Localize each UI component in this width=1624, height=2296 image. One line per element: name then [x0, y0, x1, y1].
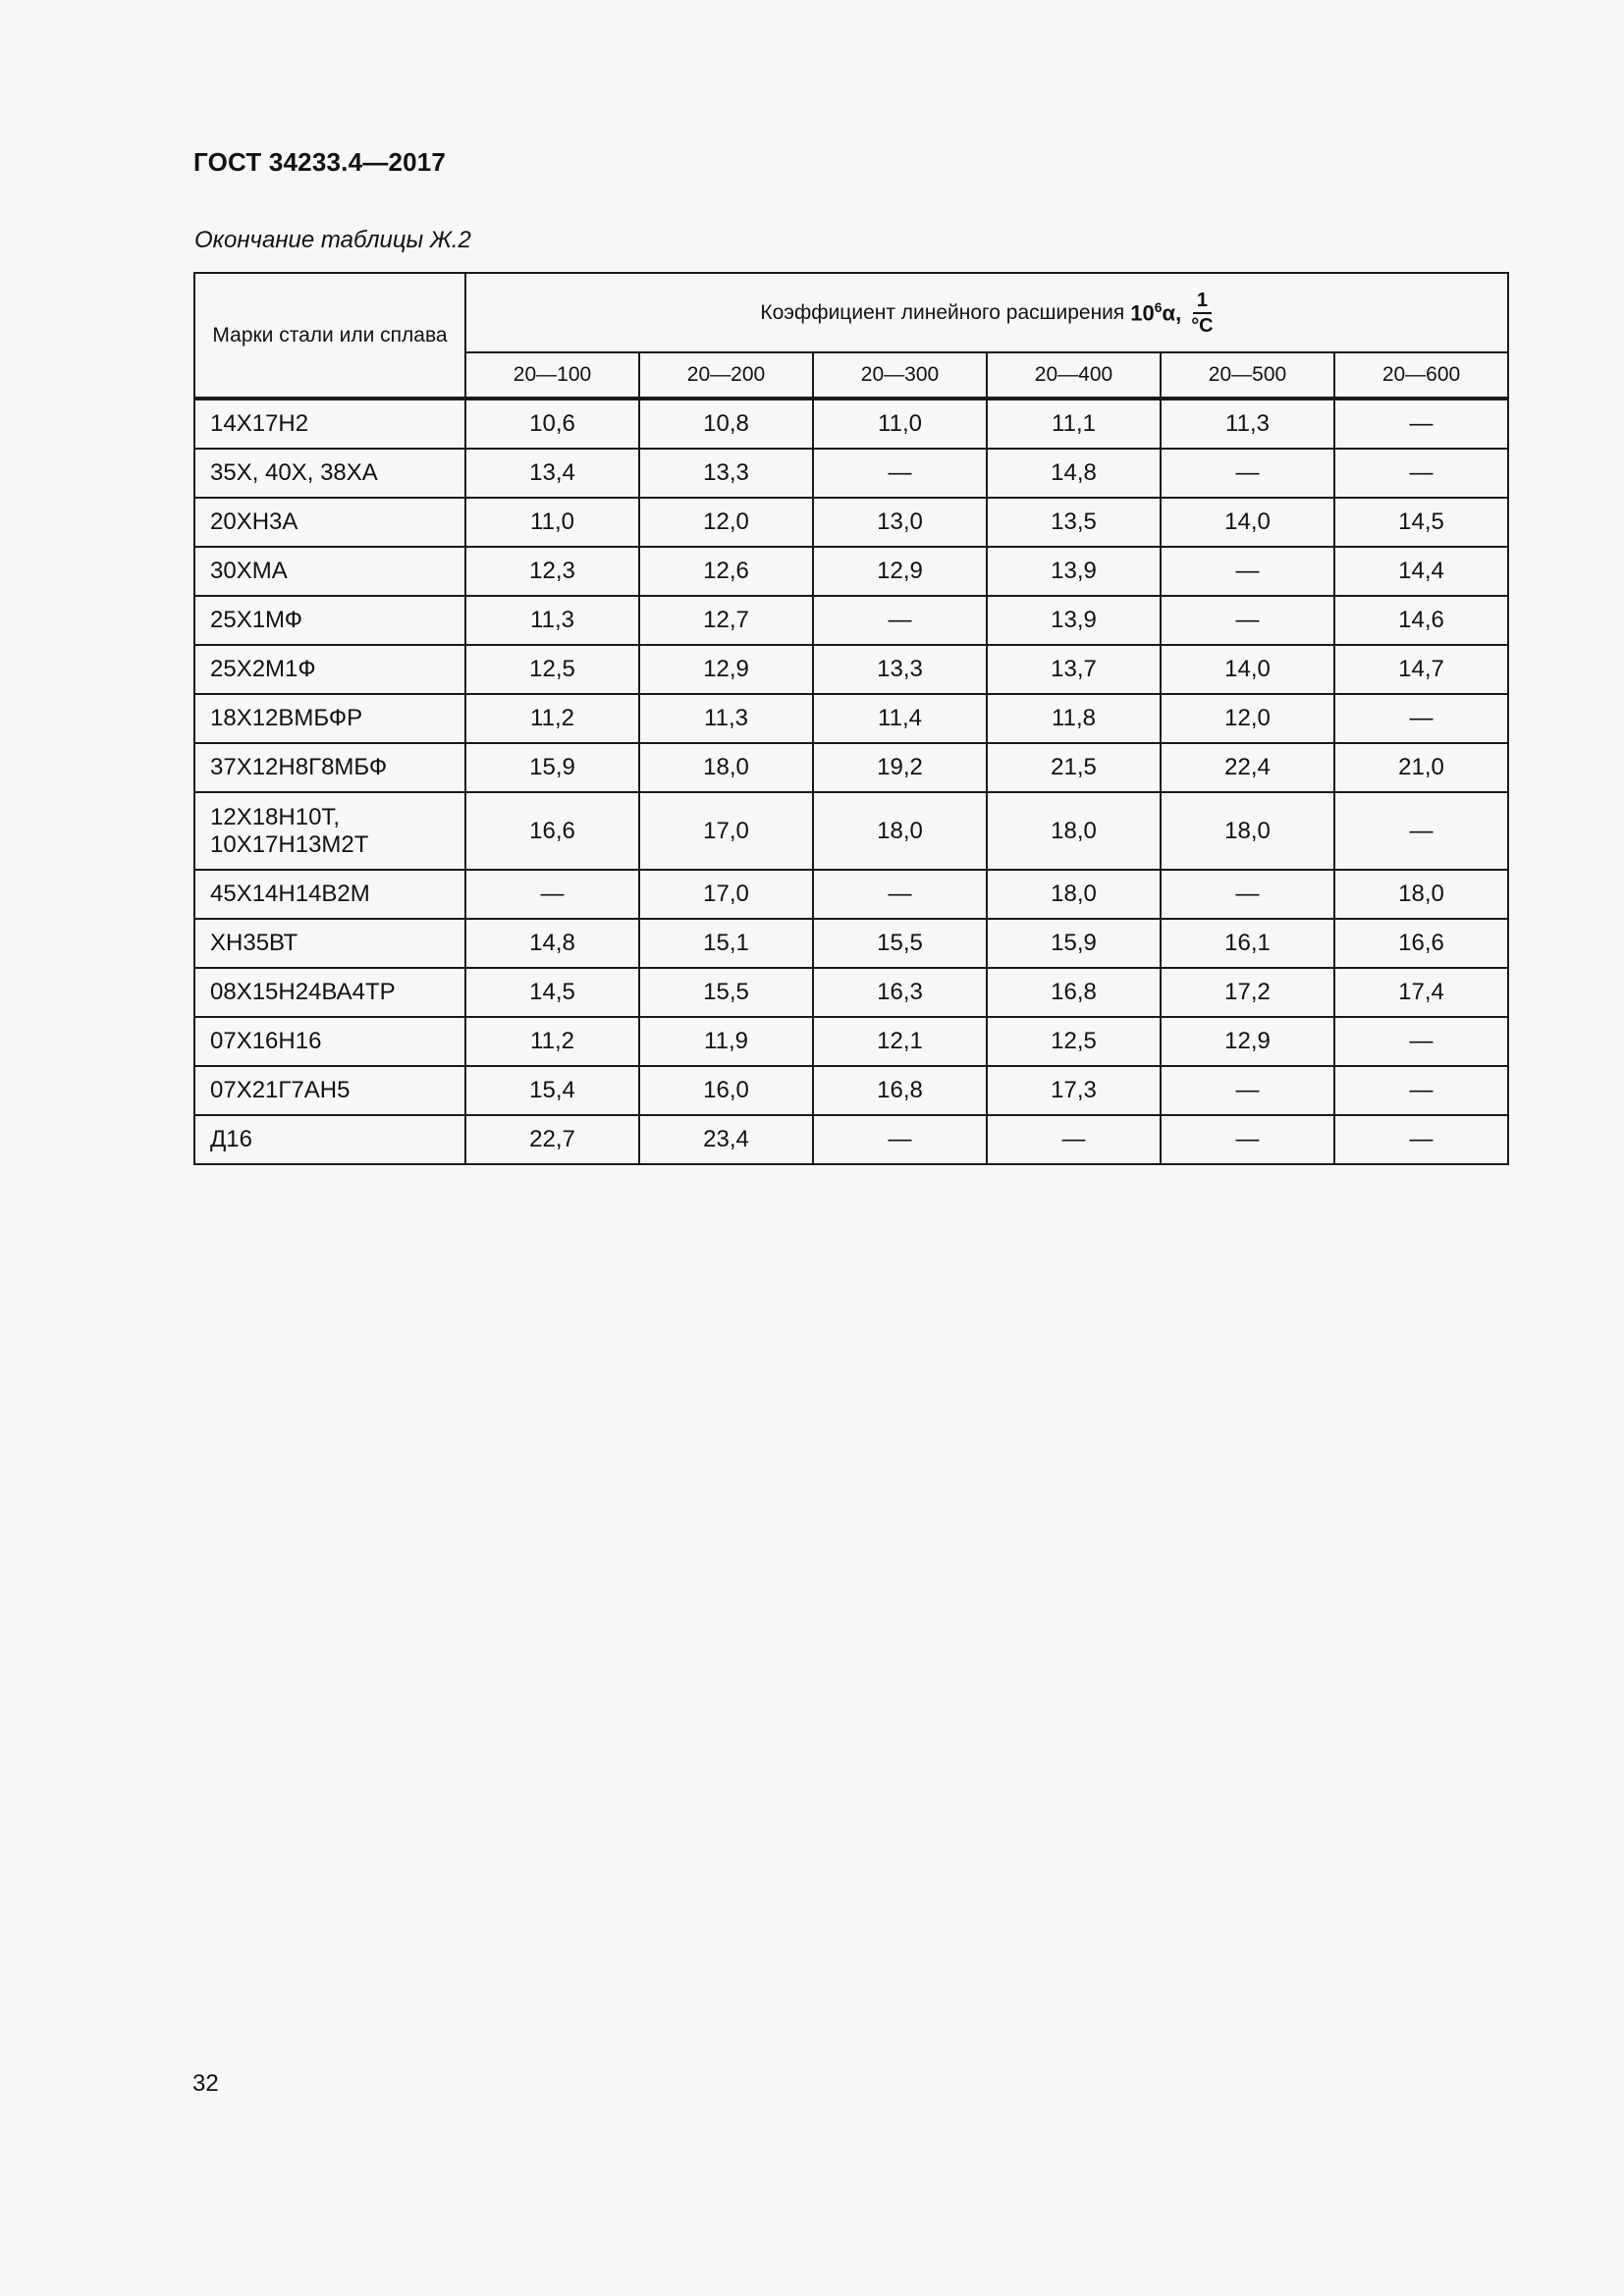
value-cell: 12,7	[639, 596, 813, 645]
value-cell: —	[813, 449, 987, 498]
range-header-3: 20—300	[813, 352, 987, 399]
value-cell: —	[1161, 596, 1334, 645]
value-cell: 11,1	[987, 399, 1161, 449]
value-cell: 12,6	[639, 547, 813, 596]
value-cell: 15,9	[465, 743, 639, 792]
value-cell: 11,2	[465, 1017, 639, 1066]
value-cell: —	[1161, 547, 1334, 596]
grade-cell: 07Х21Г7АН5	[194, 1066, 465, 1115]
value-cell: 15,9	[987, 919, 1161, 968]
value-cell: 21,0	[1334, 743, 1508, 792]
value-cell: 16,3	[813, 968, 987, 1017]
coefficient-factor: $10^6\alpha$,	[1130, 298, 1182, 326]
table-row	[194, 694, 1508, 743]
value-cell: 12,9	[813, 547, 987, 596]
value-cell: 12,5	[987, 1017, 1161, 1066]
value-cell: 13,7	[987, 645, 1161, 694]
value-cell: 12,9	[1161, 1017, 1334, 1066]
page-number: 32	[192, 2070, 219, 2097]
value-cell: 11,9	[639, 1017, 813, 1066]
document-code: ГОСТ 34233.4—2017	[193, 147, 447, 177]
value-cell: 13,5	[987, 498, 1161, 547]
value-cell: 11,2	[465, 694, 639, 743]
value-cell: —	[1161, 1066, 1334, 1115]
value-cell: 22,7	[465, 1115, 639, 1164]
value-cell: 17,0	[639, 792, 813, 870]
table-row	[194, 449, 1508, 498]
unit-numerator: 1	[1193, 289, 1212, 314]
table-row	[194, 968, 1508, 1017]
grade-cell: 08Х15Н24ВА4ТР	[194, 968, 465, 1017]
grade-cell: 37Х12Н8Г8МБФ	[194, 743, 465, 792]
value-cell: 14,0	[1161, 645, 1334, 694]
value-cell: 15,1	[639, 919, 813, 968]
value-cell: 13,3	[639, 449, 813, 498]
value-cell: 12,3	[465, 547, 639, 596]
value-cell: 14,6	[1334, 596, 1508, 645]
value-cell: 15,5	[813, 919, 987, 968]
value-cell: —	[1334, 399, 1508, 449]
value-cell: —	[1334, 792, 1508, 870]
value-cell: 14,8	[465, 919, 639, 968]
value-cell: 14,5	[1334, 498, 1508, 547]
value-cell: 12,0	[1161, 694, 1334, 743]
value-cell: —	[987, 1115, 1161, 1164]
value-cell: 13,4	[465, 449, 639, 498]
value-cell: —	[1161, 1115, 1334, 1164]
value-cell: 11,3	[639, 694, 813, 743]
value-cell: 17,4	[1334, 968, 1508, 1017]
value-cell: 11,0	[465, 498, 639, 547]
value-cell: 13,3	[813, 645, 987, 694]
value-cell: 23,4	[639, 1115, 813, 1164]
value-cell: —	[1334, 1115, 1508, 1164]
value-cell: 11,8	[987, 694, 1161, 743]
value-cell: —	[1161, 449, 1334, 498]
value-cell: 11,3	[1161, 399, 1334, 449]
value-cell: —	[1161, 870, 1334, 919]
value-cell: 10,6	[465, 399, 639, 449]
value-cell: —	[465, 870, 639, 919]
value-cell: 18,0	[987, 792, 1161, 870]
coefficient-header	[465, 273, 1508, 352]
grade-cell: ХН35ВТ	[194, 919, 465, 968]
value-cell: 12,1	[813, 1017, 987, 1066]
value-cell: 17,2	[1161, 968, 1334, 1017]
table-row	[194, 399, 1508, 449]
grade-cell: 30ХМА	[194, 547, 465, 596]
value-cell: —	[813, 596, 987, 645]
range-header-5: 20—500	[1161, 352, 1334, 399]
value-cell: 15,5	[639, 968, 813, 1017]
value-cell: 11,3	[465, 596, 639, 645]
table-row	[194, 1066, 1508, 1115]
value-cell: 13,9	[987, 547, 1161, 596]
coefficient-label: Коэффициент линейного расширения	[760, 300, 1125, 324]
table-row	[194, 1115, 1508, 1164]
table-row	[194, 1017, 1508, 1066]
value-cell: 12,0	[639, 498, 813, 547]
value-cell: 14,5	[465, 968, 639, 1017]
value-cell: 16,0	[639, 1066, 813, 1115]
table-row	[194, 870, 1508, 919]
table-row	[194, 792, 1508, 870]
table-row	[194, 919, 1508, 968]
range-header-1: 20—100	[465, 352, 639, 399]
range-header-6: 20—600	[1334, 352, 1508, 399]
value-cell: —	[1334, 694, 1508, 743]
grade-cell: 14Х17Н2	[194, 399, 465, 449]
value-cell: 18,0	[639, 743, 813, 792]
grade-cell: 45Х14Н14В2М	[194, 870, 465, 919]
value-cell: 18,0	[987, 870, 1161, 919]
value-cell: —	[813, 870, 987, 919]
value-cell: —	[1334, 1066, 1508, 1115]
value-cell: 14,8	[987, 449, 1161, 498]
value-cell: 18,0	[1161, 792, 1334, 870]
table-row	[194, 596, 1508, 645]
grade-cell: 25Х1МФ	[194, 596, 465, 645]
value-cell: 14,0	[1161, 498, 1334, 547]
unit-denominator: °C	[1191, 314, 1214, 337]
expansion-coefficient-table	[193, 272, 1509, 1165]
value-cell: 13,0	[813, 498, 987, 547]
grade-cell: Д16	[194, 1115, 465, 1164]
value-cell: 12,5	[465, 645, 639, 694]
value-cell: —	[1334, 1017, 1508, 1066]
value-cell: 18,0	[813, 792, 987, 870]
range-header-2: 20—200	[639, 352, 813, 399]
value-cell: 15,4	[465, 1066, 639, 1115]
table-row	[194, 645, 1508, 694]
value-cell: 14,4	[1334, 547, 1508, 596]
table-row	[194, 743, 1508, 792]
value-cell: 11,0	[813, 399, 987, 449]
grade-cell: 20ХН3А	[194, 498, 465, 547]
value-cell: 12,9	[639, 645, 813, 694]
grade-cell: 25Х2М1Ф	[194, 645, 465, 694]
value-cell: 21,5	[987, 743, 1161, 792]
value-cell: 14,7	[1334, 645, 1508, 694]
grade-column-header: Марки стали или сплава	[194, 273, 465, 399]
range-header-4: 20—400	[987, 352, 1161, 399]
value-cell: 22,4	[1161, 743, 1334, 792]
value-cell: 10,8	[639, 399, 813, 449]
table-row	[194, 547, 1508, 596]
grade-cell: 07Х16Н16	[194, 1017, 465, 1066]
value-cell: 19,2	[813, 743, 987, 792]
value-cell: 16,6	[1334, 919, 1508, 968]
value-cell: 13,9	[987, 596, 1161, 645]
grade-cell: 18Х12ВМБФР	[194, 694, 465, 743]
grade-cell: 12Х18Н10Т, 10Х17Н13М2Т	[194, 792, 465, 870]
value-cell: 16,8	[813, 1066, 987, 1115]
value-cell: 17,3	[987, 1066, 1161, 1115]
value-cell: 18,0	[1334, 870, 1508, 919]
table-caption: Окончание таблицы Ж.2	[194, 227, 471, 253]
value-cell: 17,0	[639, 870, 813, 919]
unit-fraction	[1191, 289, 1213, 338]
value-cell: 16,1	[1161, 919, 1334, 968]
value-cell: 16,8	[987, 968, 1161, 1017]
value-cell: —	[813, 1115, 987, 1164]
value-cell: —	[1334, 449, 1508, 498]
table-row	[194, 498, 1508, 547]
value-cell: 11,4	[813, 694, 987, 743]
grade-cell: 35Х, 40Х, 38ХА	[194, 449, 465, 498]
value-cell: 16,6	[465, 792, 639, 870]
